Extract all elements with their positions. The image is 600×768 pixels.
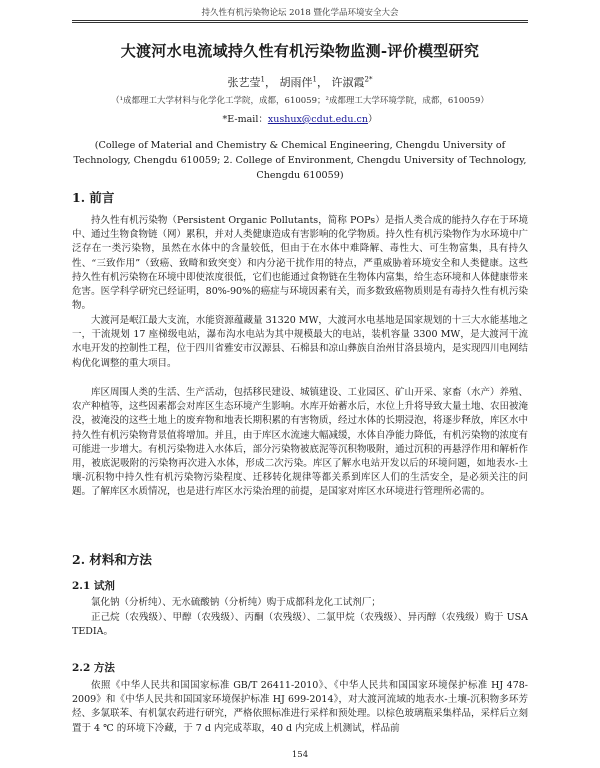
author-affiliation-mark: 1 [312,75,317,84]
header-rule [72,20,528,21]
author-affiliation-mark: 2* [364,75,373,84]
paragraph-reagents-2: 正己烷（农残级）、甲醇（农残级）、丙酮（农残级）、二氯甲烷（农残级）、异丙醇（农残级）购于 USA TEDIA。 [72,612,528,638]
email-close: ） [367,114,378,125]
affiliation-chinese: （¹成都理工大学材料与化学化工学院，成都，610059；²成都理工大学环境学院，成都，610059） [111,96,489,106]
author-separator: ， [316,76,328,89]
subsection-heading-reagents: 2.1 试剂 [72,580,115,592]
author-list [0,74,600,90]
subsection-heading-methods: 2.2 方法 [72,662,115,674]
page-number: 154 [291,750,309,760]
author-name: 胡雨伴 [279,76,313,89]
paragraph-methods-1: 依照《中华人民共和国国家标准 GB/T 26411-2010》、《中华人民共和国国家环境保护标准 HJ 478-2009》和《中华人民共和国国家环境保护标准 HJ 699-2014》，对大渡河流域的地表水-土壤-沉积物多环芳烃、多氯联苯、有机氯农药进行研究，严格依照标准进行采样和预处理。以棕色玻璃瓶采集样品，采样后立刻置于 4 ℃ 的环境下冷藏，于 7 d 内完成萃取，40 d 内完成上机测试，样品前 [72,680,529,734]
affiliation-english: (College of Material and Chemistry & Chemical Engineering, Chengdu University of Technology, Chengdu 610059; 2. College of Environment, Chengdu University of Technology, Chengdu 610059) [73,140,527,181]
author-name: 张艺莹 [227,76,261,89]
paragraph-intro-3: 库区周围人类的生活、生产活动，包括移民建设、城镇建设、工业园区、矿山开采、家畜（水产）养殖、农产种植等，这些因素都会对库区生态环境产生影响。水库开始蓄水后，水位上升将导致大量土地、农田被淹没，被淹没的这些土地上的废弃物和地表长期积累的有害物质，经过水体的长期浸泡，将逐步释放，库区水中持久性有机污染物背景值将增加。并且，由于库区水流速大幅减缓，水体自净能力降低，有机污染物的浓度有可能进一步增大。有机污染物进入水体后，部分污染物被底泥等沉积物吸附，通过沉积的再悬浮作用和解析作用，被底泥吸附的污染物再次进入水体，形成二次污染。库区了解水电站开发以后的环境问题，如地表水-土壤-沉积物中持久性有机污染物污染程度、迁移转化规律等都关系到库区人们的生活安全，是必须关注的问题。了解库区水质情况，也是进行库区水污染治理的前提，是国家对库区水环境进行管理所必需的。 [72,387,529,498]
author-affiliation-mark: 1 [260,75,266,84]
header-rule-thin [72,22,528,23]
author-separator: ， [265,76,277,89]
paragraph-intro-1: 持久性有机污染物（Persistent Organic Pollutants，简称 POPs）是指人类合成的能持久存在于环境中、通过生物食物链（网）累积，并对人类健康造成有害影响的化学物质。持久性有机污染物作为水环境中广泛存在一类污染物，虽然在水体中的含量较低，但由于在水体中难降解、毒性大、可生物富集，具有持久性、“三致作用”（致癌、致畸和致突变）和内分泌干扰作用的特点，严重威胁着环境安全和人类健康。这些持久性有机污染物在环境中即使浓度很低，它们也能通过食物链在生物体内富集，给生态环境和人体健康带来危害。医学科学研究已经证明，80%-90%的癌症与环境因素有关，而多数致癌物质则是有毒持久性有机污染物。 [72,215,529,312]
paper-title: 大渡河水电流域持久性有机污染物监测-评价模型研究 [120,42,480,60]
paragraph-reagents-1: 氯化钠（分析纯）、无水硫酸钠（分析纯）购于成都科龙化工试剂厂； [91,597,381,608]
email-label: *E-mail： [222,114,268,125]
author-name: 许淑霞 [331,76,365,89]
running-header: 持久性有机污染物论坛 2018 暨化学品环境安全大会 [201,8,399,18]
corresponding-email [0,111,600,125]
section-heading-materials-methods: 2. 材料和方法 [72,552,152,567]
paragraph-intro-2: 大渡河是岷江最大支流，水能资源蕴藏量 31320 MW，大渡河水电基地是国家规划的十三大水能基地之一，干流规划 17 座梯级电站，瀑布沟水电站为其中规模最大的电站，装机容量 3300 MW，是大渡河干流水电开发的控制性工程，位于四川省雅安市汉源县、石棉县和凉山彝族自治州甘洛县境内，是实现四川电网结构优化调整的重大项目。 [72,315,529,369]
email-link[interactable]: xushux@cdut.edu.cn [267,114,368,125]
section-heading-introduction: 1. 前言 [72,190,115,205]
